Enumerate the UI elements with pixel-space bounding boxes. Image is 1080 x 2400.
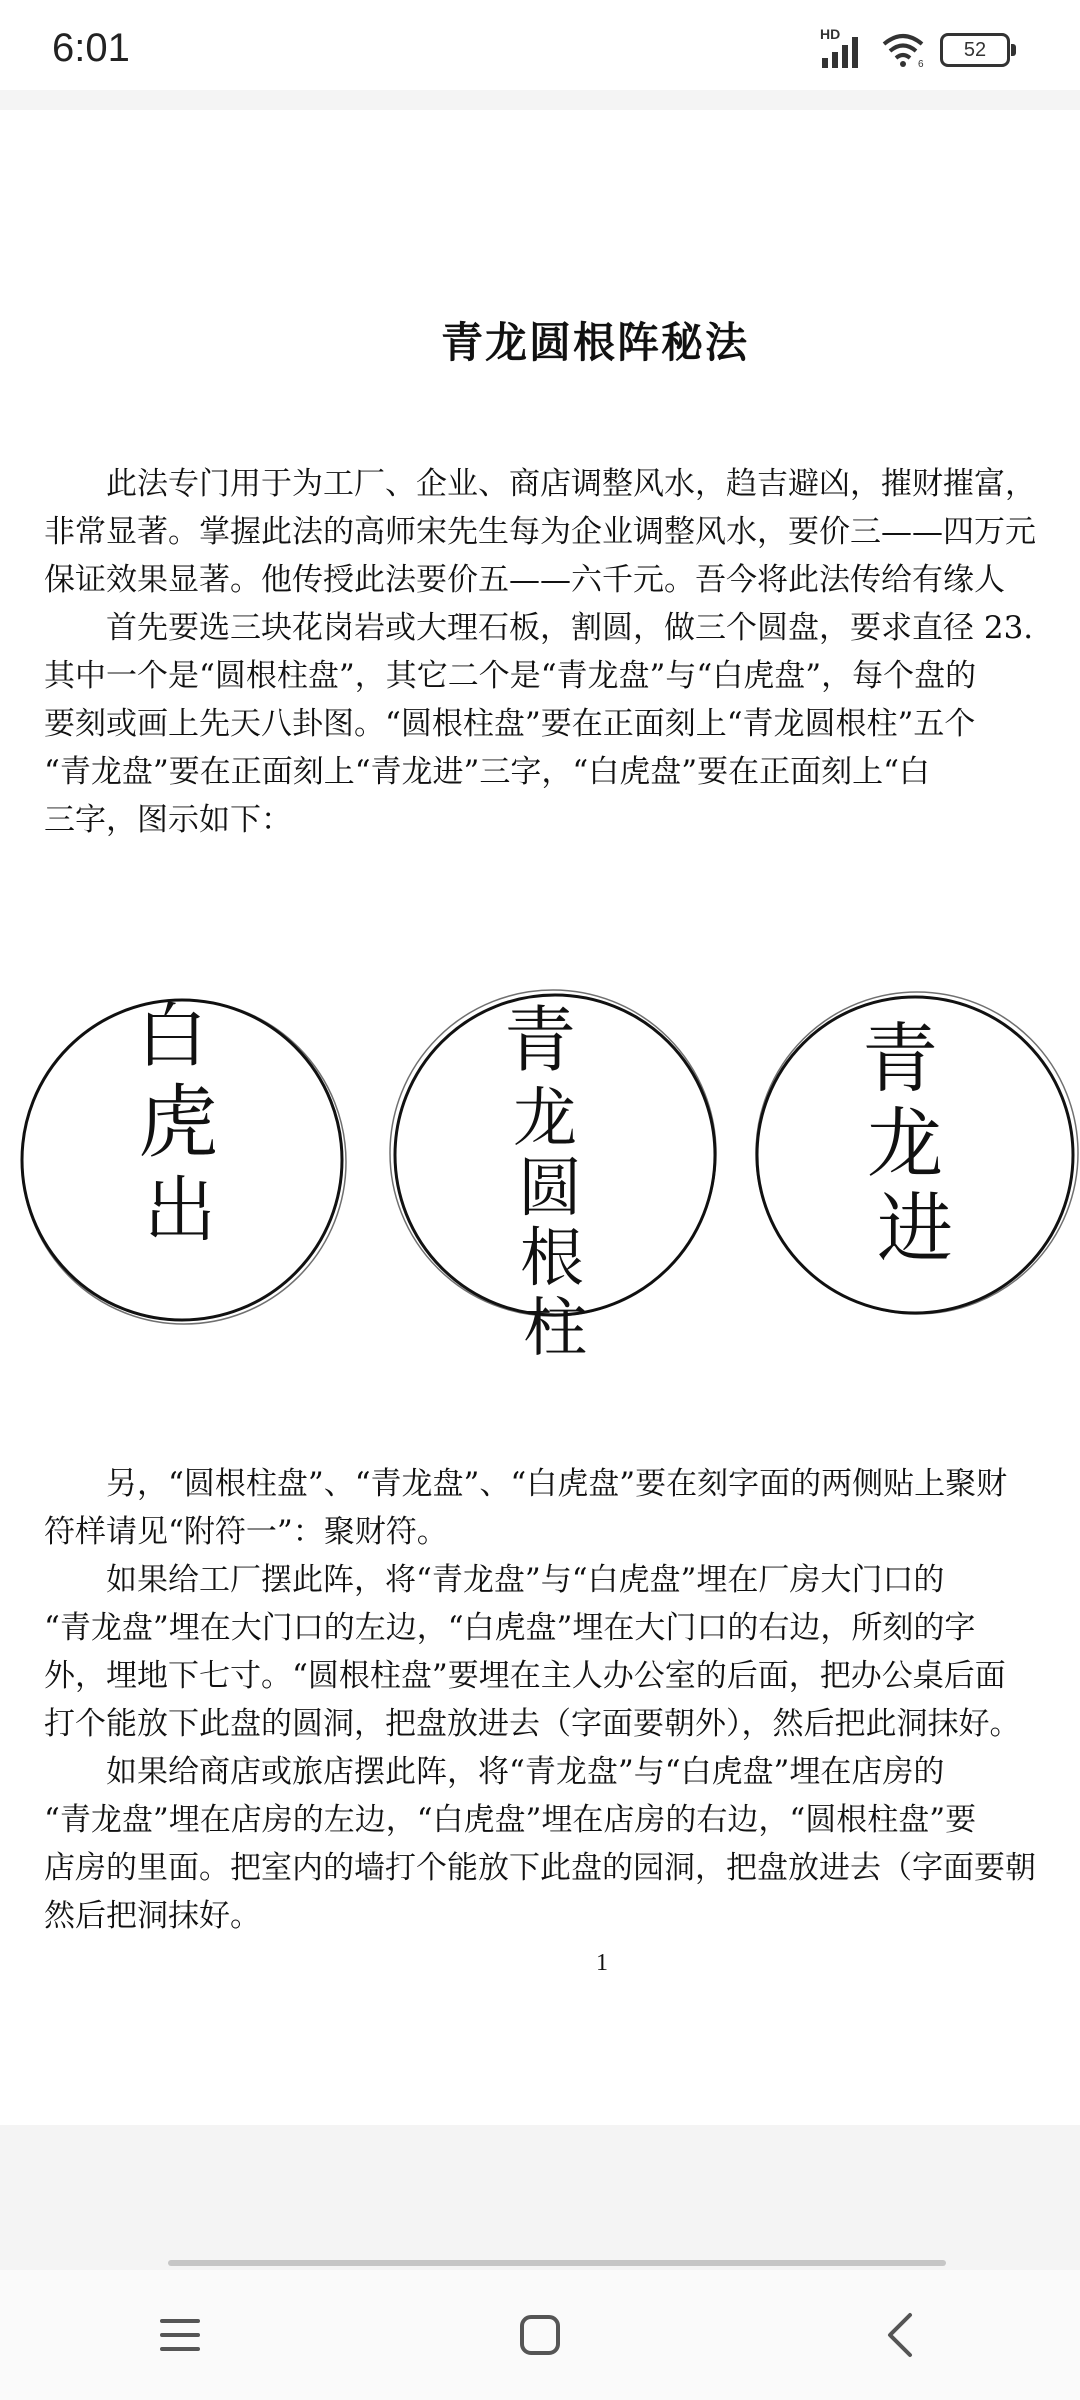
text-line: 非常显著。掌握此法的高师宋先生每为企业调整风水，要价三——四万元 bbox=[44, 514, 1036, 550]
discs-figure bbox=[0, 910, 1080, 1390]
text-line: 三字，图示如下： bbox=[44, 802, 292, 838]
wifi-icon bbox=[880, 32, 926, 68]
disc-char: 进 bbox=[877, 1184, 953, 1273]
text-line: 打个能放下此盘的圆洞，把盘放进去（字面要朝外），然后把此洞抹好。 bbox=[44, 1706, 1021, 1742]
paragraph-factory bbox=[44, 1556, 1080, 1748]
white-tiger-disc bbox=[22, 995, 346, 1324]
disc-char: 龙 bbox=[867, 1099, 943, 1188]
text-line: 另，“圆根柱盘”、“青龙盘”、“白虎盘”要在刻字面的两侧贴上聚财 bbox=[106, 1466, 1008, 1502]
text-line: 此法专门用于为工厂、企业、商店调整风水，趋吉避凶，摧财摧富， bbox=[106, 466, 1036, 502]
paragraph-materials bbox=[44, 604, 1080, 844]
home-icon bbox=[518, 2313, 562, 2357]
text-line: 如果给工厂摆此阵，将“青龙盘”与“白虎盘”埋在厂房大门口的 bbox=[106, 1562, 945, 1598]
disc-char: 根 bbox=[520, 1222, 584, 1296]
paragraph-talisman bbox=[44, 1460, 1080, 1556]
clock: 6:01 bbox=[52, 26, 130, 70]
disc-char: 柱 bbox=[523, 1292, 587, 1366]
text-line: 如果给商店或旅店摆此阵，将“青龙盘”与“白虎盘”埋在店房的 bbox=[106, 1754, 945, 1790]
text-line: “青龙盘”埋在大门口的左边，“白虎盘”埋在大门口的右边，所刻的字 bbox=[44, 1610, 976, 1646]
menu-button[interactable] bbox=[120, 2280, 240, 2390]
text-line: 其中一个是“圆根柱盘”，其它二个是“青龙盘”与“白虎盘”，每个盘的 bbox=[44, 658, 977, 694]
disc-char: 青 bbox=[862, 1014, 938, 1103]
disc-char: 白 bbox=[137, 995, 207, 1077]
text-line: “青龙盘”埋在店房的左边，“白虎盘”埋在店房的右边，“圆根柱盘”要 bbox=[44, 1802, 977, 1838]
disc-char: 龙 bbox=[513, 1082, 577, 1156]
disc-char: 出 bbox=[143, 1168, 217, 1252]
status-icons bbox=[820, 26, 1010, 70]
text-line: 符样请见“附符一”：聚财符。 bbox=[44, 1514, 448, 1550]
status-bar bbox=[0, 0, 1080, 90]
round-root-pillar-disc bbox=[390, 990, 716, 1366]
text-line: 然后把洞抹好。 bbox=[44, 1898, 261, 1934]
back-icon bbox=[882, 2311, 918, 2359]
horizontal-scrollbar[interactable] bbox=[168, 2260, 946, 2266]
signal-icon bbox=[820, 26, 866, 68]
paragraph-intro bbox=[44, 460, 1080, 604]
discs-drawing bbox=[0, 910, 1080, 1390]
text-line: 店房的里面。把室内的墙打个能放下此盘的园洞，把盘放进去（字面要朝 bbox=[44, 1850, 1036, 1886]
document-page[interactable] bbox=[0, 110, 1080, 2125]
green-dragon-disc bbox=[756, 992, 1078, 1314]
disc-char: 虎 bbox=[138, 1076, 218, 1169]
disc-char: 青 bbox=[503, 998, 577, 1082]
text-line: 首先要选三块花岗岩或大理石板，割圆，做三个圆盘，要求直径 23. bbox=[106, 610, 1034, 646]
text-line: “青龙盘”要在正面刻上“青龙进”三字，“白虎盘”要在正面刻上“白 bbox=[44, 754, 930, 790]
navigation-bar bbox=[0, 2270, 1080, 2400]
paragraph-shop bbox=[44, 1748, 1080, 1940]
home-button[interactable] bbox=[480, 2280, 600, 2390]
text-line: 要刻或画上先天八卦图。“圆根柱盘”要在正面刻上“青龙圆根柱”五个 bbox=[44, 706, 976, 742]
battery-icon bbox=[940, 33, 1010, 67]
document-title: 青龙圆根阵秘法 bbox=[440, 318, 749, 367]
battery-level: 52 bbox=[963, 38, 987, 61]
page-number: 1 bbox=[596, 1950, 608, 1976]
menu-icon bbox=[158, 2315, 202, 2355]
text-line: 外，埋地下七寸。“圆根柱盘”要埋在主人办公室的后面，把办公桌后面 bbox=[44, 1658, 1006, 1694]
text-line: 保证效果显著。他传授此法要价五——六千元。吾今将此法传给有缘人 bbox=[44, 562, 1005, 598]
network-label: HD bbox=[820, 26, 841, 42]
disc-char: 圆 bbox=[518, 1152, 582, 1226]
svg-text:6: 6 bbox=[918, 59, 924, 68]
back-button[interactable] bbox=[840, 2280, 960, 2390]
